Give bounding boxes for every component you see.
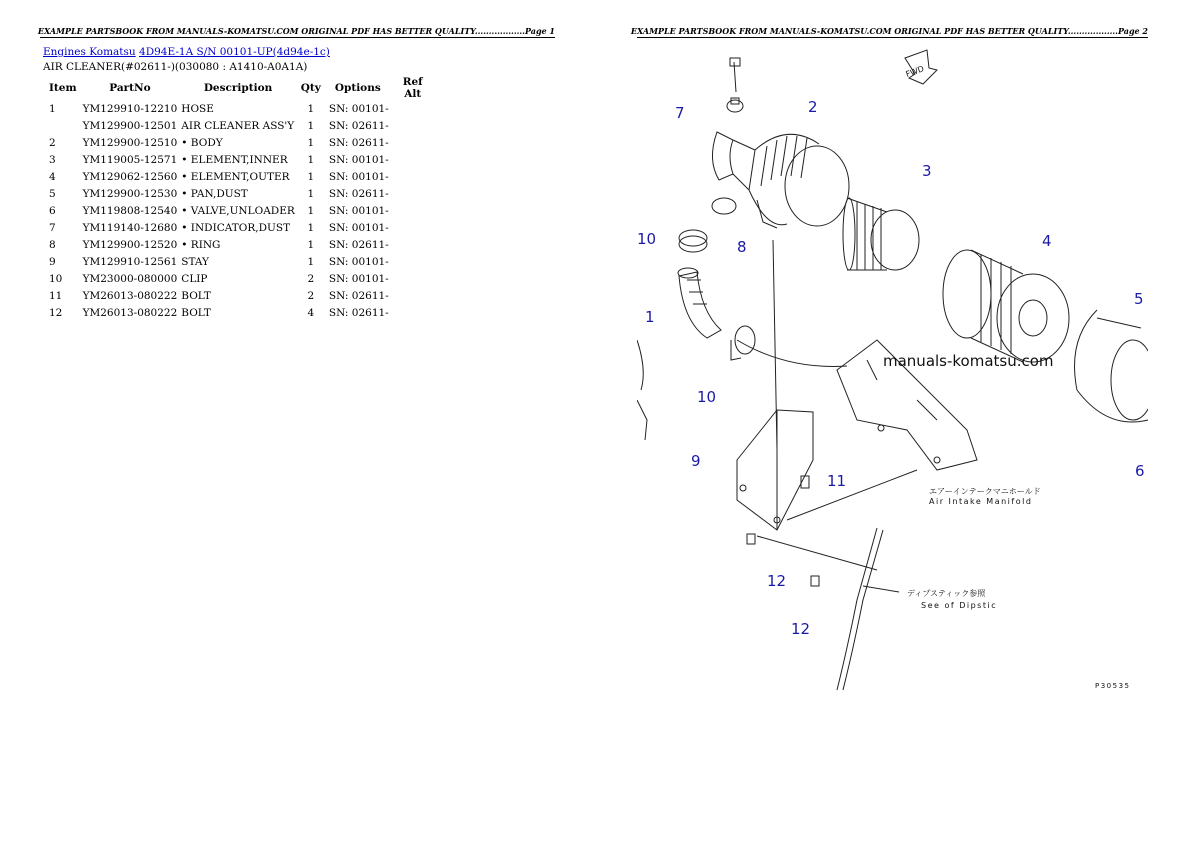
cell-options: SN: 00101- (328, 170, 389, 183)
cell-description: • VALVE,UNLOADER (181, 204, 295, 217)
cell-ref-alt (391, 202, 435, 219)
cell-partno: YM129910-12561 (82, 255, 178, 268)
callout-9: 9 (691, 452, 701, 470)
cell-partno: YM129062-12560 (82, 170, 178, 183)
cell-item: 9 (49, 255, 56, 268)
diagram-page (595, 0, 1190, 842)
cell-partno: YM119005-12571 (82, 153, 178, 166)
cell-qty: 1 (307, 153, 315, 166)
cell-partno: YM129900-12501 (82, 119, 178, 132)
col-header-description: Description (203, 82, 273, 94)
diagram-svg (637, 40, 1148, 700)
callout-7: 7 (675, 104, 685, 122)
cell-partno: YM129910-12210 (82, 102, 178, 115)
cell-options: SN: 02611- (328, 238, 389, 251)
cell-qty: 1 (307, 119, 315, 132)
table-row (45, 185, 435, 202)
callout-12-lower: 12 (791, 620, 811, 638)
manifold-note-jp: エアーインテークマニホールド (929, 487, 1041, 496)
cell-ref-alt (391, 117, 435, 134)
table-body (45, 100, 435, 321)
cell-options: SN: 02611- (328, 119, 389, 132)
table-row (45, 270, 435, 287)
cell-description: • RING (181, 238, 221, 251)
cell-item: 11 (49, 289, 63, 302)
cell-options: SN: 00101- (328, 102, 389, 115)
page-header: EXAMPLE PARTSBOOK FROM MANUALS-KOMATSU.COM ORIGINAL PDF HAS BETTER QUALITY..................Page 2 (630, 26, 1148, 36)
cell-qty: 1 (307, 102, 315, 115)
stay-part (737, 410, 813, 530)
table-row (45, 134, 435, 151)
cell-qty: 1 (307, 170, 315, 183)
cell-partno: YM119140-12680 (82, 221, 178, 234)
callout-10-lower: 10 (697, 388, 717, 406)
callout-3: 3 (922, 162, 932, 180)
cell-description: BOLT (181, 289, 211, 302)
clip-upper-part (679, 230, 707, 252)
breadcrumb (43, 46, 330, 58)
dipstick-note-en: See of Dipstic (921, 601, 998, 610)
bolt-12-upper-part (747, 534, 755, 544)
cell-ref-alt (391, 253, 435, 270)
header-divider (40, 37, 555, 38)
cell-ref-alt (391, 287, 435, 304)
watermark: manuals-komatsu.com (883, 352, 1054, 370)
section-title: AIR CLEANER(#02611-)(030080 : A1410-A0A1A) (43, 61, 308, 73)
cell-options: SN: 00101- (328, 272, 389, 285)
table-row (45, 304, 435, 321)
cell-qty: 1 (307, 255, 315, 268)
cell-options: SN: 00101- (328, 255, 389, 268)
parts-table (45, 76, 435, 321)
cell-qty: 4 (307, 306, 315, 319)
cell-description: STAY (181, 255, 209, 268)
dust-indicator-part (727, 58, 743, 112)
cell-description: BOLT (181, 306, 211, 319)
table-row (45, 202, 435, 219)
cell-ref-alt (391, 151, 435, 168)
callout-8: 8 (737, 238, 747, 256)
cell-qty: 1 (307, 204, 315, 217)
table-row (45, 168, 435, 185)
outer-element-part (943, 250, 1069, 362)
table-row (45, 100, 435, 117)
dipstick-part (837, 528, 883, 690)
cell-ref-alt (391, 134, 435, 151)
cell-ref-alt (391, 168, 435, 185)
bolt-12-lower-part (811, 576, 819, 586)
cell-partno: YM129900-12520 (82, 238, 178, 251)
cell-description: CLIP (181, 272, 208, 285)
cell-item: 10 (49, 272, 63, 285)
table-row (45, 219, 435, 236)
cell-options: SN: 02611- (328, 187, 389, 200)
cell-item: 4 (49, 170, 56, 183)
cell-options: SN: 02611- (328, 289, 389, 302)
dipstick-note-jp: ディプスティック参照 (907, 589, 986, 598)
callout-2: 2 (808, 98, 818, 116)
table-row (45, 151, 435, 168)
cell-options: SN: 00101- (328, 221, 389, 234)
cell-qty: 1 (307, 221, 315, 234)
fwd-label: FWD (904, 64, 926, 80)
exploded-parts-diagram (637, 40, 1148, 700)
cell-qty: 2 (307, 272, 315, 285)
cell-partno: YM129900-12510 (82, 136, 178, 149)
col-header-partno: PartNo (109, 82, 151, 94)
cell-item: 2 (49, 136, 56, 149)
cell-description: • PAN,DUST (181, 187, 248, 200)
callout-5: 5 (1134, 290, 1144, 308)
col-header-ref-alt: Ref Alt (402, 76, 423, 100)
cell-description: • ELEMENT,OUTER (181, 170, 290, 183)
table-row (45, 117, 435, 134)
cell-partno: YM26013-080222 (82, 289, 178, 302)
cell-qty: 1 (307, 136, 315, 149)
cell-item: 12 (49, 306, 63, 319)
cell-item: 6 (49, 204, 56, 217)
cell-item: 1 (49, 102, 56, 115)
cell-options: SN: 00101- (328, 153, 389, 166)
cell-ref-alt (391, 270, 435, 287)
cell-description: HOSE (181, 102, 214, 115)
air-cleaner-body-part (712, 132, 849, 228)
callout-1: 1 (645, 308, 655, 326)
cell-options: SN: 02611- (328, 306, 389, 319)
cell-description: • ELEMENT,INNER (181, 153, 288, 166)
cell-ref-alt (391, 236, 435, 253)
cell-description: • BODY (181, 136, 223, 149)
col-header-options: Options (334, 82, 381, 94)
cell-description: • INDICATOR,DUST (181, 221, 291, 234)
cell-partno: YM119808-12540 (82, 204, 178, 217)
cell-ref-alt (391, 219, 435, 236)
cell-item: 3 (49, 153, 56, 166)
cell-partno: YM129900-12530 (82, 187, 178, 200)
cell-item: 8 (49, 238, 56, 251)
cell-item: 7 (49, 221, 56, 234)
table-row (45, 287, 435, 304)
cell-item (45, 117, 81, 134)
header-divider (637, 37, 1148, 38)
hose-part (678, 268, 721, 338)
callout-4: 4 (1042, 232, 1052, 250)
inner-element-part (843, 198, 919, 270)
cell-ref-alt (391, 100, 435, 117)
cell-ref-alt (391, 185, 435, 202)
cell-options: SN: 00101- (328, 204, 389, 217)
page-header: EXAMPLE PARTSBOOK FROM MANUALS-KOMATSU.COM ORIGINAL PDF HAS BETTER QUALITY..................Page 1 (37, 26, 555, 36)
manifold-note-en: Air Intake Manifold (929, 497, 1033, 506)
ring-part (712, 198, 736, 214)
breadcrumb-link-engines[interactable]: Engines Komatsu (43, 46, 136, 58)
drawing-code: P30535 (1095, 682, 1131, 690)
col-header-qty: Qty (300, 82, 321, 94)
cell-qty: 1 (307, 187, 315, 200)
table-row (45, 253, 435, 270)
dust-pan-part (1075, 310, 1149, 422)
table-header-row (45, 76, 435, 100)
cell-partno: YM26013-080222 (82, 306, 178, 319)
callout-12-upper: 12 (767, 572, 787, 590)
cell-item: 5 (49, 187, 56, 200)
callout-11: 11 (827, 472, 847, 490)
cell-qty: 2 (307, 289, 315, 302)
cell-description: AIR CLEANER ASS'Y (181, 119, 295, 132)
cell-options: SN: 02611- (328, 136, 389, 149)
callout-6: 6 (1135, 462, 1145, 480)
col-header-item: Item (49, 82, 77, 94)
cell-partno: YM23000-080000 (82, 272, 178, 285)
callout-10-upper: 10 (637, 230, 657, 248)
breadcrumb-link-model[interactable]: 4D94E-1A S/N 00101-UP(4d94e-1c) (139, 46, 330, 58)
cell-qty: 1 (307, 238, 315, 251)
cell-ref-alt (391, 304, 435, 321)
table-row (45, 236, 435, 253)
